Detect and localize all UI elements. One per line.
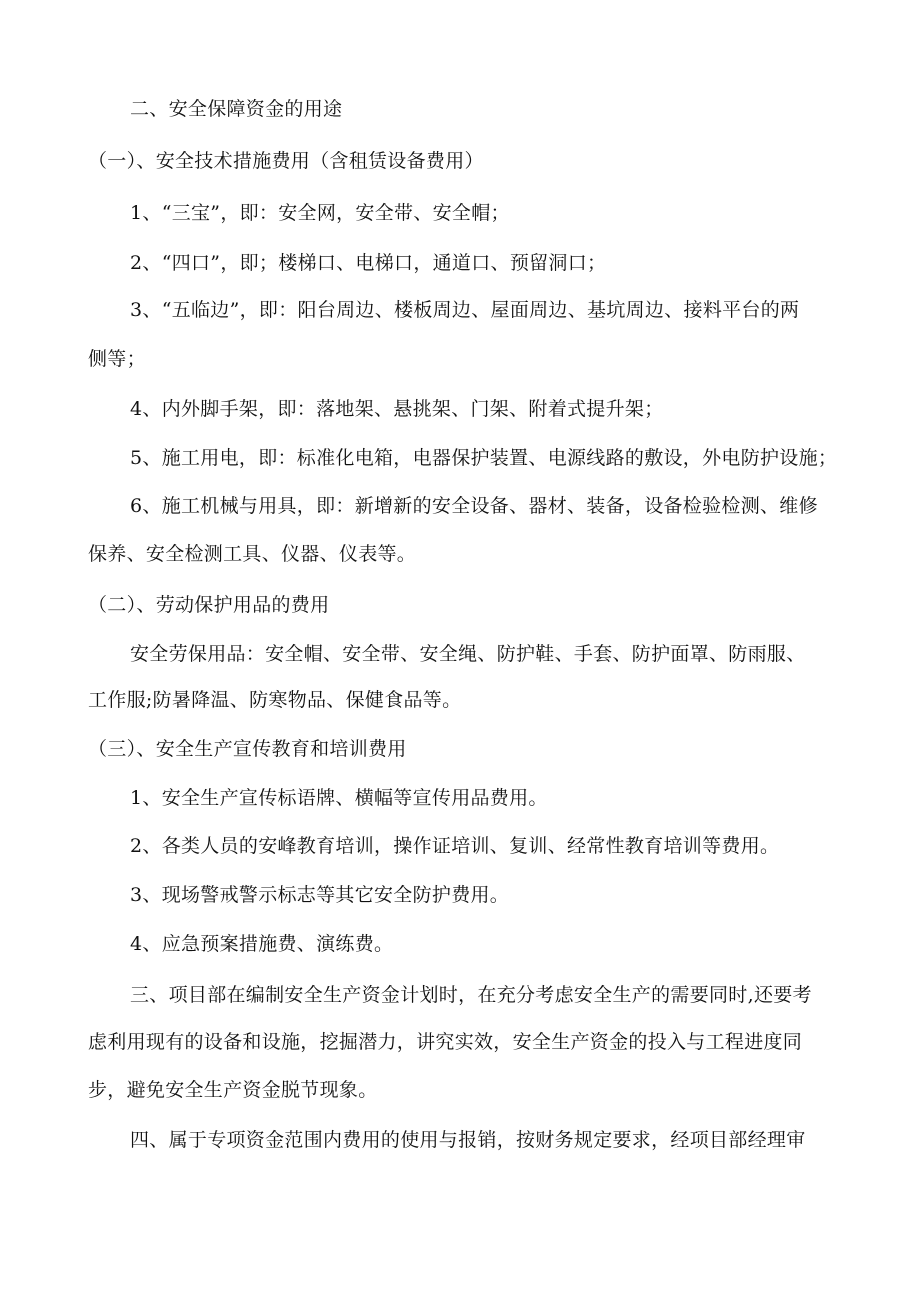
list-item-continuation: 保养、安全检测工具、仪器、仪表等。	[88, 543, 417, 565]
section-4-line: 四、属于专项资金范围内费用的使用与报销，按财务规定要求，经项目部经理审	[130, 1129, 806, 1151]
section-2-title: 二、安全保障资金的用途	[130, 98, 343, 120]
paragraph-line: 安全劳保用品：安全帽、安全带、安全绳、防护鞋、手套、防护面罩、防雨服、	[130, 643, 806, 665]
list-item: 1、安全生产宣传标语牌、横幅等宣传用品费用。	[130, 787, 548, 809]
list-item: 2、各类人员的安峰教育培训，操作证培训、复训、经常性教育培训等费用。	[130, 835, 780, 857]
list-item: 1、“三宝”，即：安全网，安全带、安全帽；	[130, 202, 510, 224]
subsection-1-title: （一）、安全技术措施费用（含租赁设备费用）	[88, 150, 484, 172]
list-item: 6、施工机械与用具，即：新增新的安全设备、器材、装备，设备检验检测、维修	[130, 495, 818, 517]
list-item: 3、“五临边”，即：阳台周边、楼板周边、屋面周边、基坑周边、接料平台的两	[130, 299, 800, 321]
section-3-line: 步，避免安全生产资金脱节现象。	[88, 1079, 378, 1101]
list-item-continuation: 侧等；	[88, 348, 146, 370]
section-3-line: 三、项目部在编制安全生产资金计划时，在充分考虑安全生产的需要同时,还要考	[130, 984, 812, 1006]
list-item: 3、现场警戒警示标志等其它安全防护费用。	[130, 884, 510, 906]
list-item: 5、施工用电，即：标准化电箱，电器保护装置、电源线路的敷设，外电防护设施；	[130, 447, 838, 469]
list-item: 4、应急预案措施费、演练费。	[130, 933, 394, 955]
paragraph-line: 工作服;防暑降温、防寒物品、保健食品等。	[88, 689, 462, 711]
list-item: 4、内外脚手架，即：落地架、悬挑架、门架、附着式提升架；	[130, 398, 664, 420]
list-item: 2、“四口”，即；楼梯口、电梯口，通道口、预留洞口；	[130, 252, 607, 274]
subsection-3-title: （三）、安全生产宣传教育和培训费用	[88, 738, 407, 760]
section-3-line: 虑利用现有的设备和设施，挖掘潜力，讲究实效，安全生产资金的投入与工程进度同	[88, 1031, 803, 1053]
subsection-2-title: （二）、劳动保护用品的费用	[88, 594, 330, 616]
